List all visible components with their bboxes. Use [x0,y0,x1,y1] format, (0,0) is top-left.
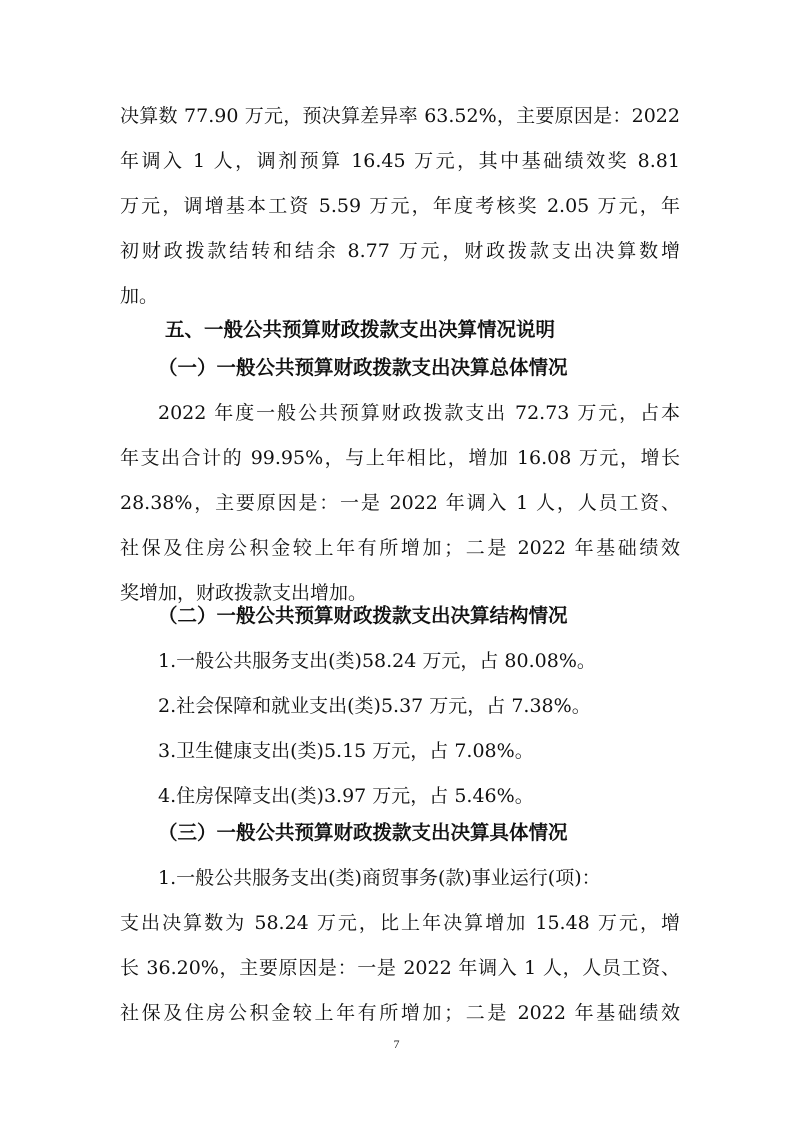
section-heading: 五、一般公共预算财政拨款支出决算情况说明 [165,318,556,341]
subsection-heading: （二）一般公共预算财政拨款支出决算结构情况 [158,604,568,627]
paragraph-line: 社保及住房公积金较上年有所增加；二是 2022 年基础绩效 [120,1002,680,1024]
list-item: 3.卫生健康支出(类)5.15 万元，占 7.08%。 [158,740,534,762]
paragraph-line: 长 36.20%，主要原因是：一是 2022 年调入 1 人，人员工资、 [120,957,680,979]
paragraph-line: 万元，调增基本工资 5.59 万元，年度考核奖 2.05 万元，年 [120,195,680,217]
paragraph-line: 2022 年度一般公共预算财政拨款支出 72.73 万元，占本 [158,402,680,424]
paragraph-line: 年支出合计的 99.95%，与上年相比，增加 16.08 万元，增长 [120,447,680,469]
page-number: 7 [393,1037,400,1051]
paragraph-line: 年调入 1 人，调剂预算 16.45 万元，其中基础绩效奖 8.81 [120,150,680,172]
subsection-heading: （三）一般公共预算财政拨款支出决算具体情况 [158,821,568,844]
list-item: 4.住房保障支出(类)3.97 万元，占 5.46%。 [158,785,534,807]
list-item: 2.社会保障和就业支出(类)5.37 万元，占 7.38%。 [158,695,591,717]
paragraph-line: 决算数 77.90 万元，预决算差异率 63.52%，主要原因是：2022 [120,105,680,127]
paragraph-line: 28.38%，主要原因是：一是 2022 年调入 1 人，人员工资、 [120,492,680,514]
list-item: 1.一般公共服务支出(类)58.24 万元，占 80.08%。 [158,650,596,672]
paragraph-line: 1.一般公共服务支出(类)商贸事务(款)事业运行(项)： [158,867,601,889]
paragraph-line: 初财政拨款结转和结余 8.77 万元，财政拨款支出决算数增 [120,240,680,262]
paragraph-line: 加。 [120,285,159,307]
subsection-heading: （一）一般公共预算财政拨款支出决算总体情况 [158,356,568,379]
paragraph-line: 社保及住房公积金较上年有所增加；二是 2022 年基础绩效 [120,537,680,559]
paragraph-line: 奖增加，财政拨款支出增加。 [120,582,368,604]
paragraph-line: 支出决算数为 58.24 万元，比上年决算增加 15.48 万元，增 [120,912,680,934]
